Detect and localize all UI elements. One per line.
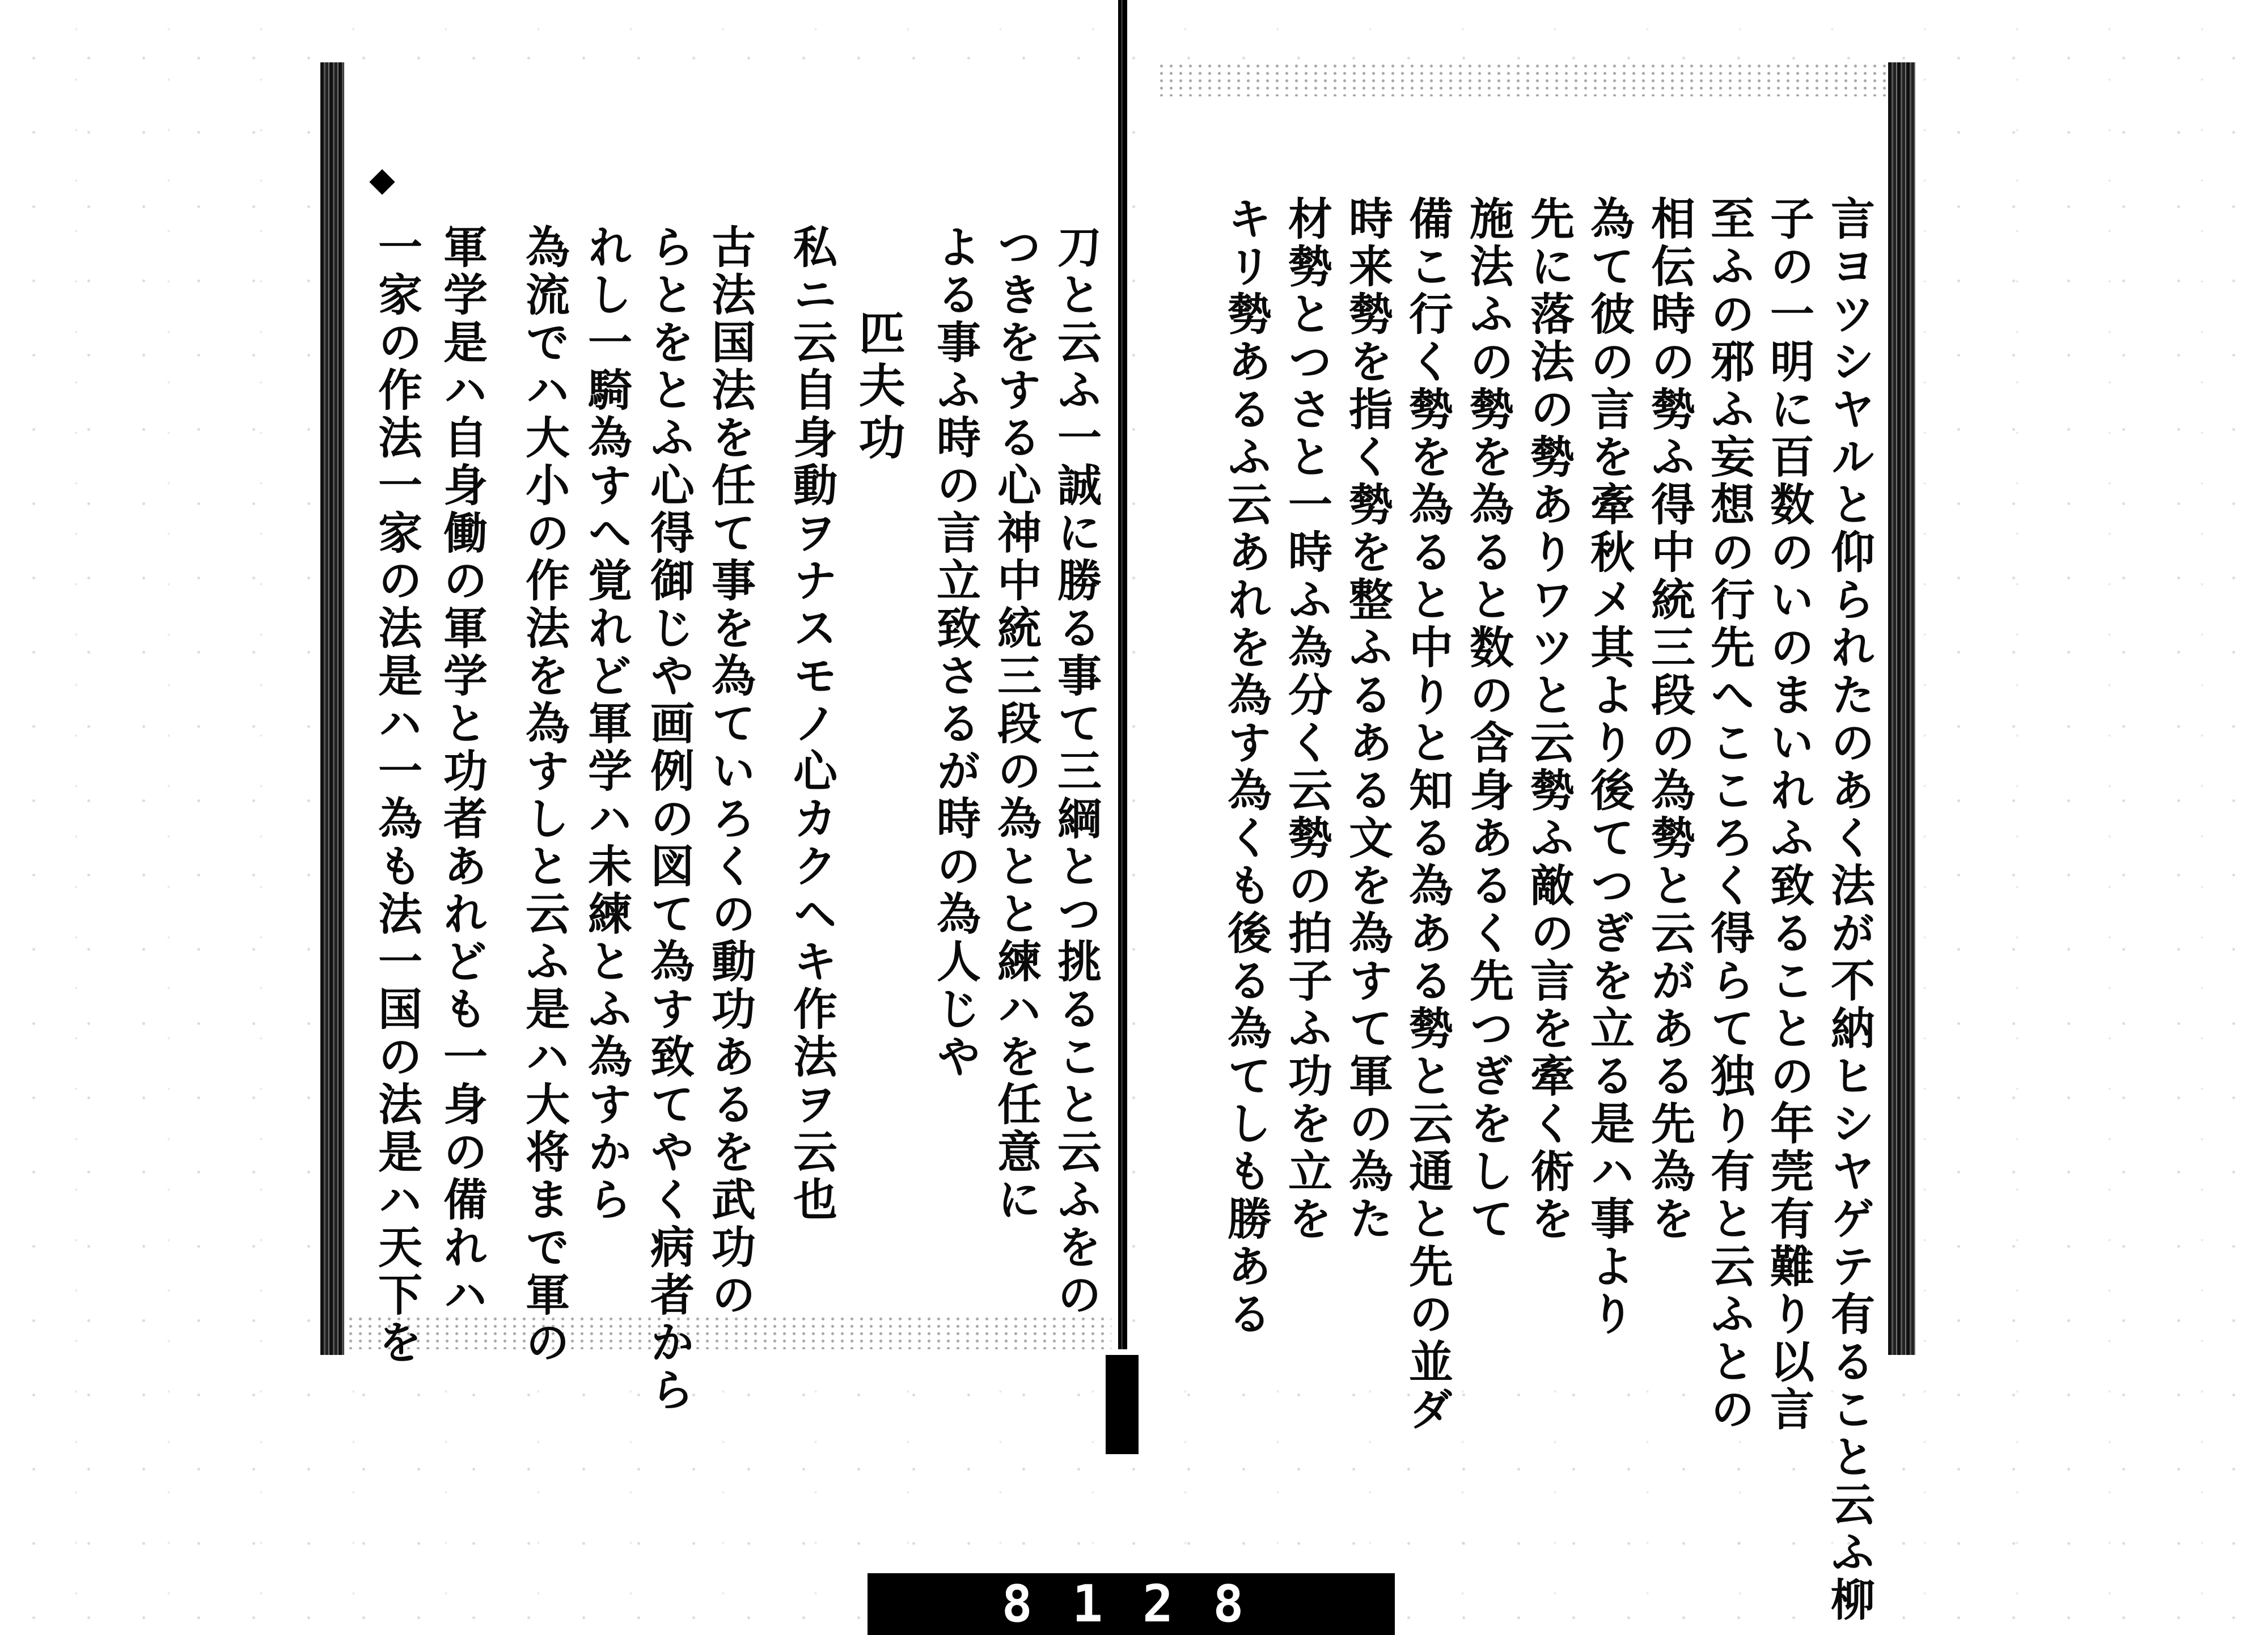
book-spine-block xyxy=(1106,1355,1139,1454)
left-col-2: つきをする心神中統三段の為とと練ハを任意に xyxy=(990,224,1042,1224)
top-edge-speckle xyxy=(1157,62,1888,96)
left-col-9: 軍学是ハ自身働の軍学と功者あれども一身の備れハ xyxy=(436,224,488,1319)
left-col-7: れし一騎為すへ覚れど軍学ハ未練とふ為すから xyxy=(581,224,632,1224)
left-col-6: らとをとふ心得御じや画例の図て為す致てやく病者から xyxy=(643,224,695,1414)
left-col-3: よる事ふ時の言立致さるが時の為人じや xyxy=(929,224,981,1081)
left-col-4: 私ニ云自身動ヲナスモノ心カクヘキ作法ヲ云也 xyxy=(786,224,837,1224)
page-label-digit-1: 8 xyxy=(1001,1574,1050,1634)
left-col-8: 為流でハ大小の作法を為すしと云ふ是ハ大将まで軍の xyxy=(518,224,570,1367)
page-label-digit-4: 8 xyxy=(1213,1574,1261,1634)
bottom-edge-speckle xyxy=(346,1315,1111,1349)
book-spine-line xyxy=(1118,0,1127,1349)
right-col-9: 時来勢を指く勢を整ふるある文を為すて軍の為た xyxy=(1342,196,1393,1243)
left-col-5: 古法国法を任て事を為ていろくの動功あるを武功の xyxy=(704,224,756,1319)
right-col-10: 材勢とつさと一時ふ為分く云勢の拍子ふ功を立を xyxy=(1281,196,1332,1243)
page-label-digit-2: 1 xyxy=(1072,1574,1120,1634)
right-col-7: 施法ふの勢を為ると数の含身あるく先つぎをして xyxy=(1462,196,1514,1243)
right-col-5: 為て彼の言を牽秋メ其より後てつぎを立る是ハ事より xyxy=(1583,196,1635,1339)
right-col-8: 備こ行く勢を為ると中りと知る為ある勢と云通と先の並ダ xyxy=(1402,196,1453,1434)
page-number-label xyxy=(868,1573,1395,1635)
left-page-edge xyxy=(320,62,344,1355)
right-col-2: 子の一明に百数のいのまいれふ致ることの年莞有難り以言 xyxy=(1763,196,1814,1434)
right-col-1: 言ヨツシヤルと仰られたのあく法が不納ヒシヤゲテ有ること云ふ柳 xyxy=(1823,196,1875,1624)
right-col-4: 相伝時の勢ふ得中統三段の為勢と云がある先為を xyxy=(1644,196,1695,1243)
right-col-3: 至ふの邪ふ妄想の行先へこころく得らて独り有と云ふとの xyxy=(1703,196,1755,1434)
section-heading: 匹夫功 xyxy=(851,309,905,465)
right-col-6: 先に落法の勢ありワツと云勢ふ敵の言を牽く術を xyxy=(1523,196,1575,1243)
right-page-edge xyxy=(1888,62,1915,1355)
page-label-digit-3: 2 xyxy=(1143,1574,1191,1634)
right-col-11: キリ勢あるふ云あれを為す為くも後る為てしも勝ある xyxy=(1220,196,1272,1339)
left-col-10: 一家の作法一家の法是ハ一為も法一国の法是ハ天下を xyxy=(371,224,422,1367)
left-col-1: 刀と云ふ一誠に勝る事て三綱とつ挑ること云ふをの xyxy=(1050,224,1102,1319)
